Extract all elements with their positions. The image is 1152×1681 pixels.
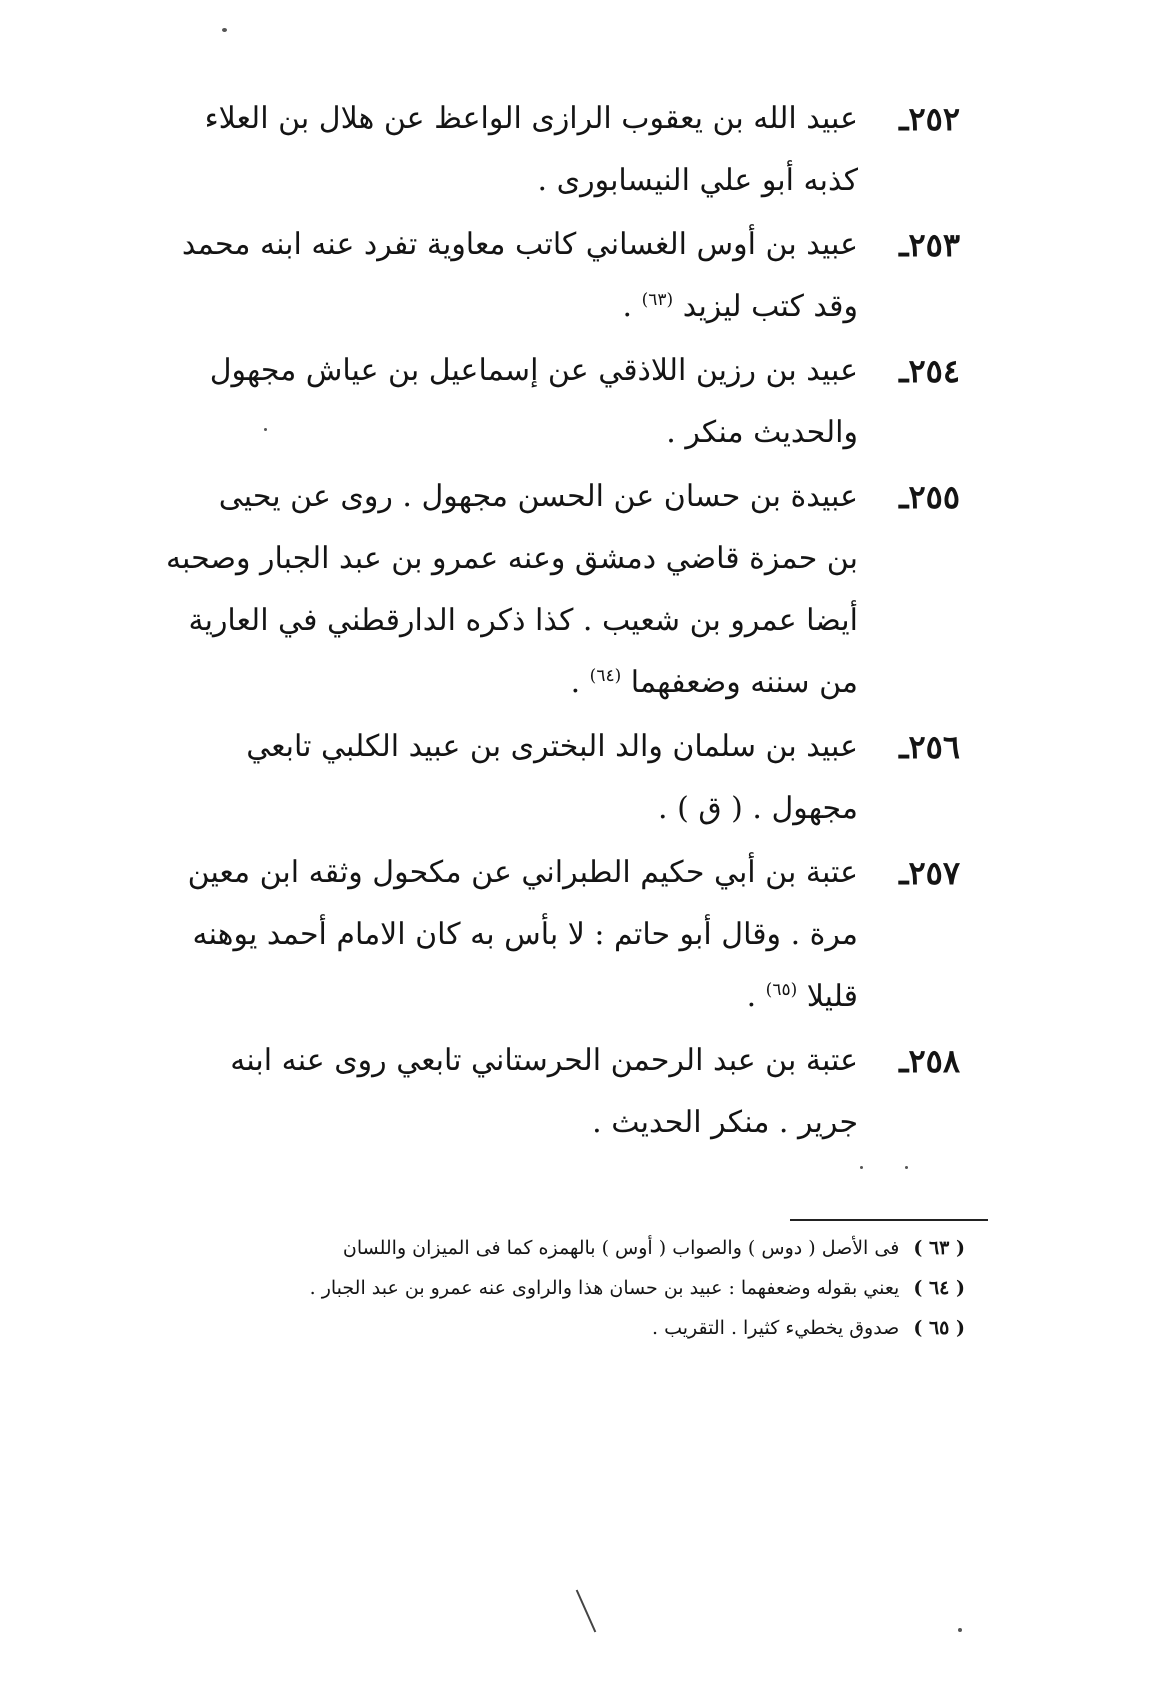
scan-speck [860,1166,863,1169]
entry-text [110,466,858,714]
entry-line: من سننه وضعفهما [630,665,858,700]
scan-mark [576,1590,597,1633]
footnote-ref: (٦٤) [589,666,622,686]
entry-line: عبيد بن أوس الغساني كاتب معاوية تفرد عنه ابنه محمد [181,227,858,262]
footnote-ref: (٦٣) [641,290,674,310]
scan-speck [958,1628,962,1632]
scan-speck [905,1166,908,1169]
entry-text [110,842,858,1028]
footnote-ref: (٦٥) [765,980,798,1000]
entry-line: عبيد بن رزين اللاذقي عن إسماعيل بن عياش مجهول [209,353,858,388]
entry-number: ٢٥٢ـ [899,100,960,138]
entry [110,842,960,1028]
entry-line: جرير . منكر الحديث . [592,1105,858,1140]
entry-line-with-ref: وقد كتب ليزيد $^{(٦٣)}$ . [622,289,858,324]
scan-speck [222,28,227,32]
footnote-number: ( ٦٥ ) [913,1317,965,1339]
footnote-number: ( ٦٤ ) [913,1277,965,1299]
entry [110,1030,960,1154]
entry-text [110,214,858,338]
entry-number: ٢٥٨ـ [899,1042,960,1080]
entry-line: عبيد الله بن يعقوب الرازى الواعظ عن هلال بن العلاء [204,101,858,136]
entry-number: ٢٥٦ـ [899,728,960,766]
entry-line-with-ref: قليلا $^{(٦٥)}$ . [746,979,858,1014]
entry [110,466,960,714]
scan-speck [264,428,267,431]
footnote-text: صدوق يخطيء كثيرا . التقريب . [651,1317,900,1339]
footnote-text: فى الأصل ( دوس ) والصواب ( أوس ) بالهمزه كما فى الميزان واللسان [342,1237,900,1259]
entry-line: مرة . وقال أبو حاتم : لا بأس به كان الامام أحمد يوهنه [192,917,858,952]
entry-line: بن حمزة قاضي دمشق وعنه عمرو بن عبد الجبار وصحبه [165,541,858,576]
footnote-text: يعني بقوله وضعفهما : عبيد بن حسان هذا والراوى عنه عمرو بن عبد الجبار . [309,1277,900,1299]
entry-line: قليلا [806,979,858,1014]
entry-number: ٢٥٣ـ [899,226,960,264]
entry-number: ٢٥٥ـ [899,478,960,516]
entry-line: أيضا عمرو بن شعيب . كذا ذكره الدارقطني في العارية [188,603,858,638]
entry-line: عبيد بن سلمان والد البخترى بن عبيد الكلبي تابعي [246,729,858,764]
entry-line: مجهول . ( ق ) . [658,791,858,826]
entry-line: عتبة بن أبي حكيم الطبراني عن مكحول وثقه ابن معين [187,855,858,890]
entry [110,340,960,464]
footnote [200,1268,965,1308]
footnote [200,1228,965,1268]
entry-number: ٢٥٧ـ [899,854,960,892]
entry-text [110,716,858,840]
footnote [200,1308,965,1348]
entries-list [110,88,960,1156]
entry [110,716,960,840]
entry-text [110,340,858,464]
footnote-number: ( ٦٣ ) [913,1237,965,1259]
entry-line: عبيدة بن حسان عن الحسن مجهول . روى عن يحيى [218,479,858,514]
footnote-divider [790,1219,988,1221]
entry-line: وقد كتب ليزيد [682,289,858,324]
entry [110,88,960,212]
entry-line-with-ref: من سننه وضعفهما $^{(٦٤)}$ . [570,665,858,700]
entry [110,214,960,338]
entry-line: كذبه أبو علي النيسابورى . [537,163,858,198]
entry-text [110,1030,858,1154]
footnotes [200,1228,965,1348]
entry-line: والحديث منكر . [666,415,858,450]
entry-text [110,88,858,212]
entry-line: عتبة بن عبد الرحمن الحرستاني تابعي روى عنه ابنه [230,1043,858,1078]
entry-number: ٢٥٤ـ [899,352,960,390]
